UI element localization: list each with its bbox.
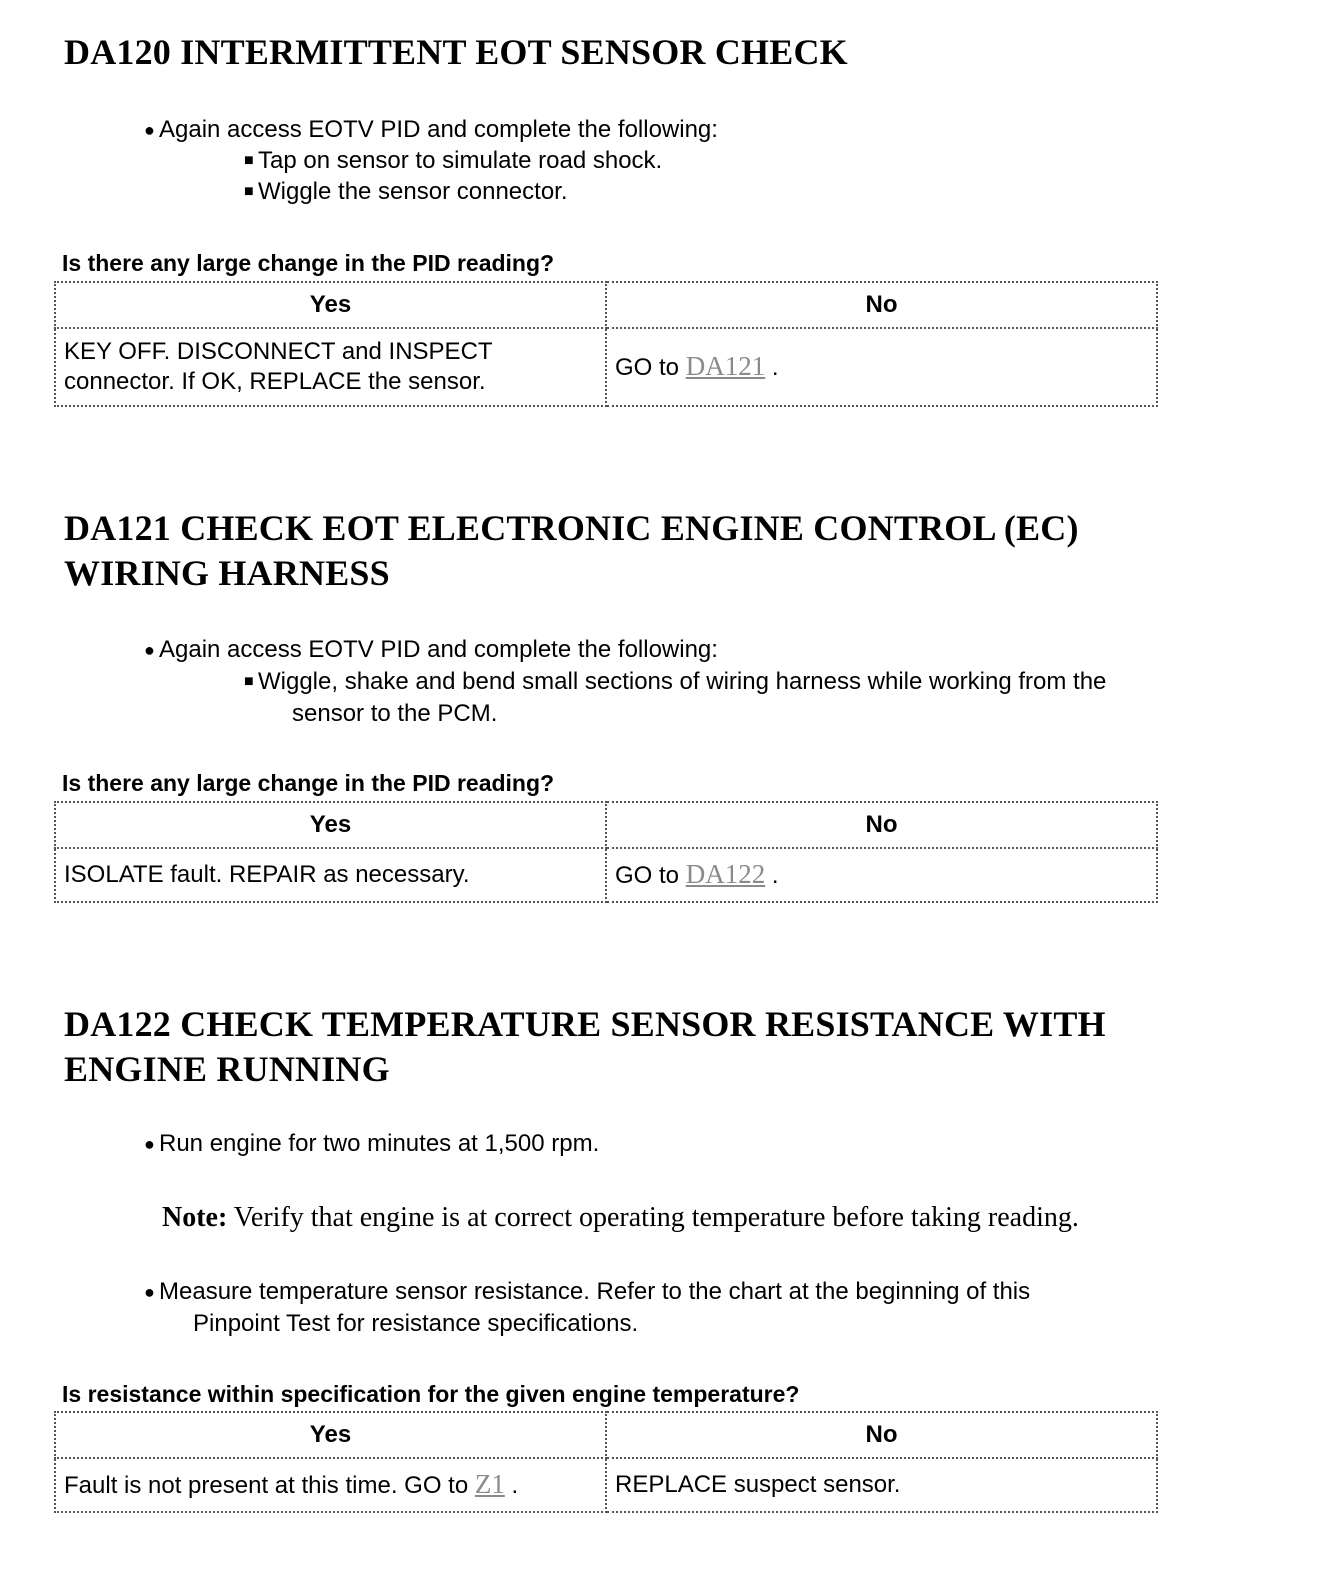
decision-table: [54, 801, 1158, 903]
no-cell: [606, 328, 1157, 406]
no-header: No: [606, 282, 1157, 328]
section-title-da122: [64, 1002, 1264, 1092]
link-z1[interactable]: Z1: [474, 1469, 505, 1499]
question-heading: Is there any large change in the PID reading?: [62, 770, 555, 796]
bullet-dot-icon: ●: [144, 1282, 155, 1302]
yes-prefix: Fault is not present at this time. GO to: [64, 1472, 469, 1499]
no-prefix: GO to: [615, 354, 680, 381]
title-line: ENGINE RUNNING: [64, 1049, 390, 1089]
no-header: No: [606, 1412, 1157, 1458]
no-cell: REPLACE suspect sensor.: [606, 1458, 1157, 1512]
square-bullet-icon: ■: [244, 673, 254, 690]
section-title-da121: [64, 506, 1264, 596]
bullet-dot-icon: ●: [144, 1134, 155, 1154]
square-bullet-icon: ■: [244, 183, 254, 200]
yes-cell: [55, 1458, 606, 1512]
no-suffix: .: [771, 862, 779, 889]
sub-bullet-continuation: sensor to the PCM.: [292, 700, 498, 727]
yes-cell: [55, 328, 606, 406]
link-da121[interactable]: DA121: [685, 351, 766, 381]
yes-suffix: .: [511, 1472, 519, 1499]
note: [162, 1200, 1079, 1236]
note-label: Note:: [162, 1202, 228, 1233]
sub-bullet-item: ■ Wiggle the sensor connector.: [244, 176, 568, 208]
title-line: DA122 CHECK TEMPERATURE SENSOR RESISTANCE WITH: [64, 1004, 1106, 1044]
square-bullet-icon: ■: [244, 152, 254, 169]
yes-cell: ISOLATE fault. REPAIR as necessary.: [55, 848, 606, 902]
bullet-item: ● Run engine for two minutes at 1,500 rpm.: [144, 1128, 599, 1160]
bullet-item: ● Measure temperature sensor resistance. Refer to the chart at the beginning of this: [144, 1276, 1030, 1308]
sub-bullet-item: ■ Wiggle, shake and bend small sections of wiring harness while working from the: [244, 666, 1106, 698]
no-prefix: GO to: [615, 862, 680, 889]
question-heading: Is there any large change in the PID reading?: [62, 250, 555, 276]
title-line: DA121 CHECK EOT ELECTRONIC ENGINE CONTROL (EC): [64, 508, 1079, 548]
decision-table: [54, 1411, 1158, 1513]
bullet-item: ● Again access EOTV PID and complete the following:: [144, 114, 718, 146]
title-line: WIRING HARNESS: [64, 553, 390, 593]
section-title-da120: DA120 INTERMITTENT EOT SENSOR CHECK: [64, 32, 848, 72]
no-cell: [606, 848, 1157, 902]
note-text: Verify that engine is at correct operating temperature before taking reading.: [233, 1202, 1079, 1233]
decision-table: [54, 281, 1158, 407]
question-heading: Is resistance within specification for the given engine temperature?: [62, 1381, 800, 1407]
bullet-item: ● Again access EOTV PID and complete the following:: [144, 634, 718, 666]
yes-header: Yes: [55, 1412, 606, 1458]
no-header: No: [606, 802, 1157, 848]
yes-text-line: connector. If OK, REPLACE the sensor.: [64, 368, 486, 395]
sub-bullet-item: ■ Tap on sensor to simulate road shock.: [244, 145, 662, 177]
no-suffix: .: [771, 354, 779, 381]
yes-header: Yes: [55, 802, 606, 848]
bullet-dot-icon: ●: [144, 120, 155, 140]
bullet-continuation: Pinpoint Test for resistance specifications.: [193, 1310, 639, 1337]
yes-text-line: KEY OFF. DISCONNECT and INSPECT: [64, 338, 493, 365]
yes-header: Yes: [55, 282, 606, 328]
link-da122[interactable]: DA122: [685, 859, 766, 889]
bullet-dot-icon: ●: [144, 640, 155, 660]
